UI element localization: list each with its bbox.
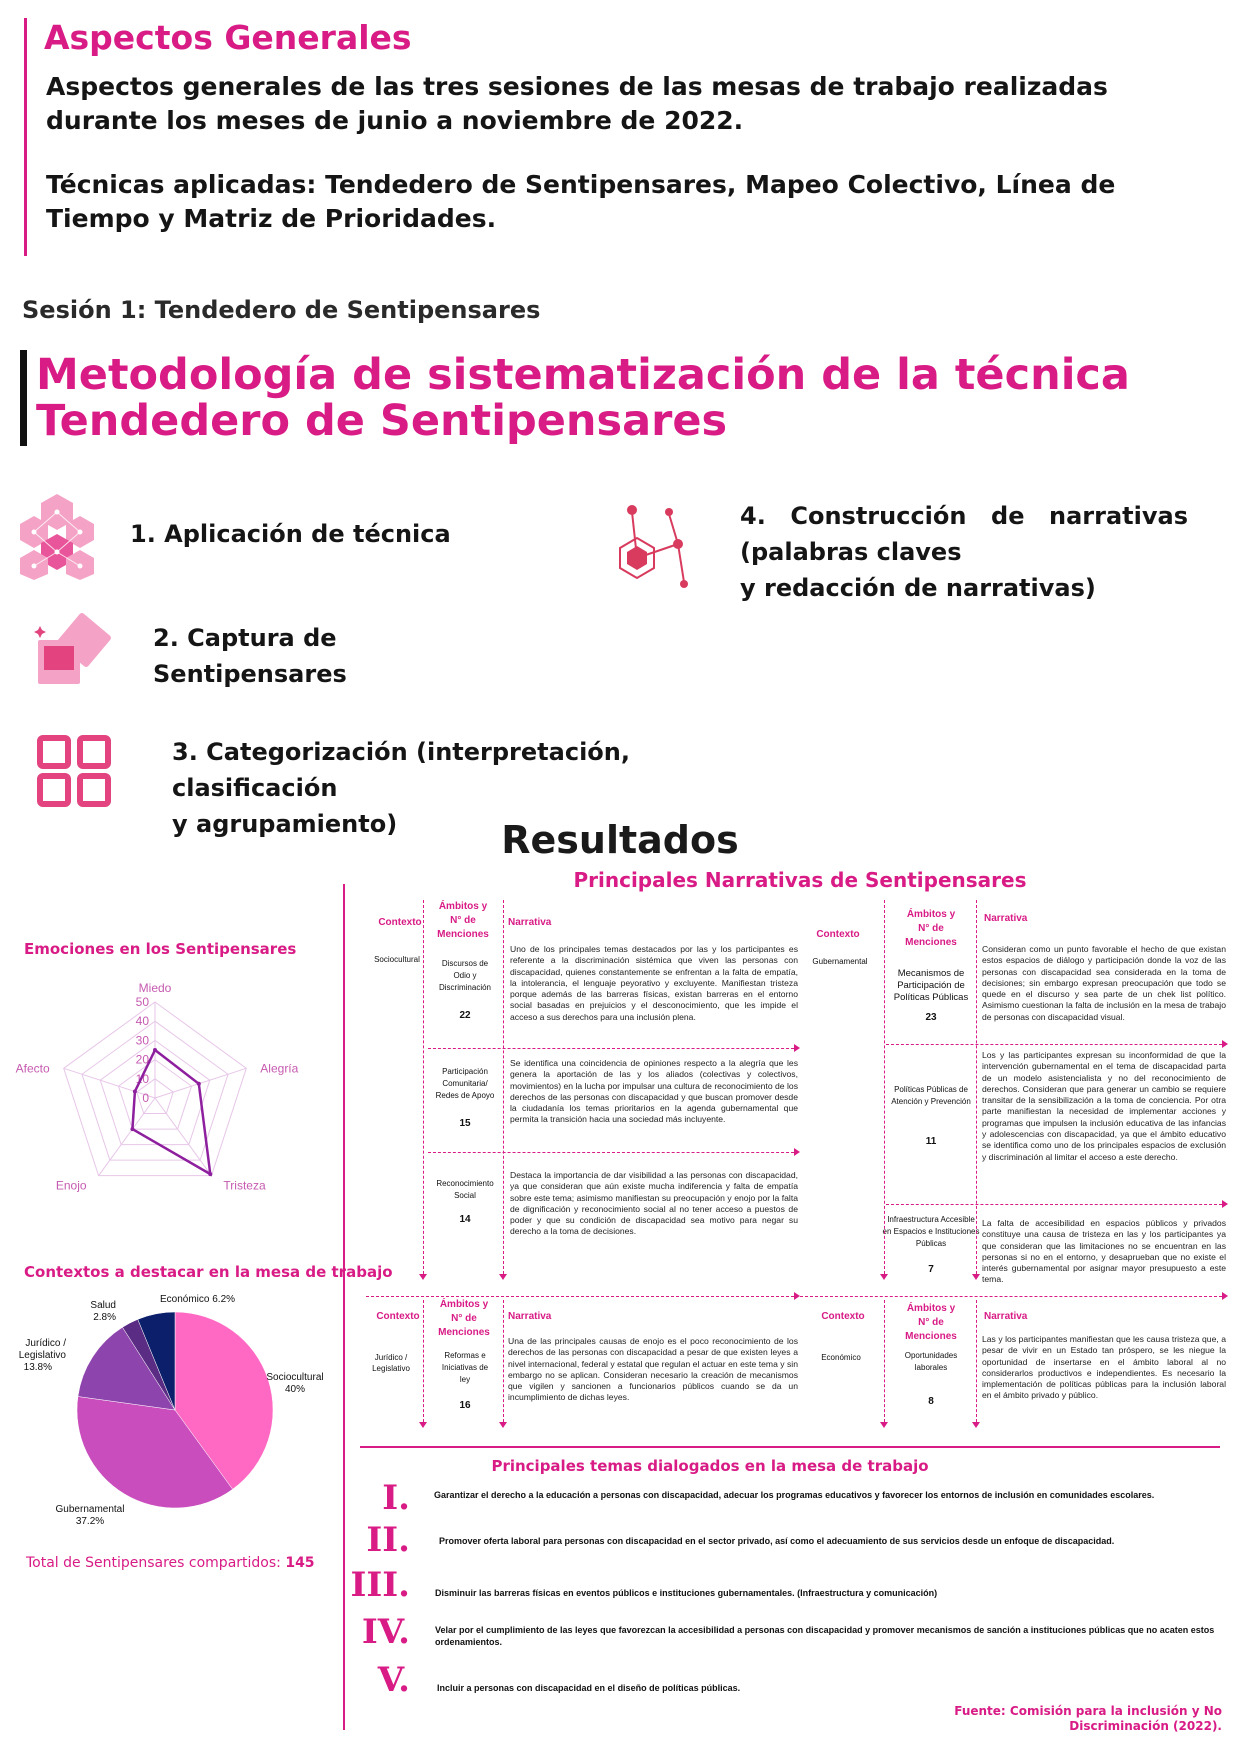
pie-slice-label: Sociocultural [266,1372,324,1383]
topic-4-text: Velar por el cumplimiento de las leyes que favorezcan la accesibilidad a personas con discapacidad y promover mecanismos de sanción a instituciones públicas que no acaten estos ordenamientos. [435,1625,1215,1647]
step-2-line1: 2. Captura de [153,624,337,652]
header-techniques: Técnicas aplicadas: Tendedero de Sentipensares, Mapeo Colectivo, Línea de Tiempo y Matriz de Prioridades. [46,170,1116,233]
pie-chart-title: Contextos a destacar en la mesa de trabajo [24,1263,393,1281]
radar-point [153,1048,157,1052]
pie-slice-label: Gubernamental [55,1504,125,1515]
table-header-narrativa: Narrativa [508,1311,552,1322]
methodology-title-line1: Metodología de sistematización de la técnica [36,350,1130,400]
radar-tick-label: 50 [135,995,149,1009]
step-4-line1: 4. Construcción de narrativas [740,502,1188,530]
header-description: Aspectos generales de las tres sesiones de las mesas de trabajo realizadas durante los meses de junio a noviembre de 2022. [46,72,1108,135]
table-ambito: Participación Comunitaria/ Redes de Apoyo [435,1067,495,1100]
pie-slice-label: 13.8% [23,1362,52,1373]
pie-slice-label: Legislativo [18,1350,66,1361]
radar-tick-label: 20 [135,1052,149,1067]
table-narrative: La falta de accesibilidad en espacios públicos y privados constituye una causa de tristeza en las y los participantes ya que consideran que las limitaciones no se encuentran en las personas si no en el entorno, y desaprueban que no existe el interés gubernamental por asignar mayor presupuesto a este tema. [982,1218,1226,1285]
radar-point [133,1089,137,1093]
topics-divider [360,1446,1220,1448]
source-citation: Fuente: Comisión para la inclusión y No Discriminación (2022). [954,1704,1222,1733]
radar-category-label: Miedo [138,981,172,995]
pie-slice-label: Salud [90,1300,116,1311]
table-header-narrativa: Narrativa [984,1311,1028,1322]
table-context: Sociocultural [374,955,420,964]
table-header-narrativa: Narrativa [984,913,1028,924]
radar-point [208,1172,212,1176]
header-accent-bar [24,18,27,256]
table-ambito: Discursos de Odio y Discriminación [438,959,491,992]
pie-slice-label: 37.2% [75,1516,105,1527]
table-header-contexto: Contexto [821,1311,865,1322]
table-ambito: Políticas Públicas de Atención y Prevención [891,1085,971,1106]
total-sentipensares [26,1555,315,1571]
table-header-ambitos: Ámbitos y N° de Menciones [905,1303,957,1342]
hexagon-network-icon [18,492,96,580]
table-mentions: 22 [459,1010,471,1021]
radar-tick-label: 10 [135,1071,149,1086]
photos-icon [34,618,110,688]
table-ambito: Reformas e Iniciativas de ley [441,1351,489,1384]
table-header-contexto: Contexto [376,1311,420,1322]
table-header-ambitos: Ámbitos y N° de Menciones [438,1299,490,1338]
step-1-label: 1. Aplicación de técnica [130,520,451,548]
table-header-contexto: Contexto [816,929,860,940]
radar-chart [15,970,340,1220]
table-mentions: 15 [459,1118,471,1129]
topics-title: Principales temas dialogados en la mesa de trabajo [491,1457,929,1475]
topic-1-numeral: I. [382,1478,410,1518]
table-narrative: Uno de los principales temas destacados por las y los participantes es referente a la discriminación sistémica que viven las personas con discapacidad, quienes constantemente se enfrentan a la falta de empatía, la intolerancia, el lenguaje peyorativo y excluyente. Manifiestan tristeza porque además de las barreras físicas, existan barreras en el entorno social basadas en prejuicios y el desconocimiento, que les impide el acceso a sus derechos para una inclusión plena. [510,944,798,1022]
topic-4-numeral: IV. [361,1612,410,1652]
topic-5-text: Incluir a personas con discapacidad en el diseño de políticas públicas. [437,1683,741,1693]
table-ambito: Reconocimiento Social [436,1179,494,1200]
pie-slice-label: Económico 6.2% [160,1294,236,1305]
table-narrative: Destaca la importancia de dar visibilidad a las personas con discapacidad, ya que consideran que aún existe mucha indiferencia y falta de empatía sobre este tema; asimismo manifiestan su preocupación y enojo por la falta de dignificación y reconocimiento social al no tener acceso a puestos de poder y que su condición de discapacidad sea motivo para negar su derecho a la toma de decisiones. [510,1170,798,1237]
pie-slice-label: Jurídico / [25,1338,66,1349]
topic-5-numeral: V. [377,1660,410,1700]
radar-chart-title: Emociones en los Sentipensares [24,940,297,958]
radar-category-label: Tristeza [223,1178,266,1193]
table-ambito: Infraestructura Accesible en Espacios e Instituciones Públicas [882,1215,980,1248]
narratives-title: Principales Narrativas de Sentipensares [573,868,1027,892]
step-3-line2: y agrupamiento) [172,810,398,838]
methodology-title [36,352,1236,444]
session-title: Sesión 1: Tendedero de Sentipensares [22,296,541,324]
step-4-label [740,498,1188,606]
molecule-icon [604,500,690,592]
radar-tick-label: 30 [135,1033,149,1048]
total-value: 145 [285,1555,315,1571]
step-3-line1: 3. Categorización (interpretación, clasificación [172,738,630,802]
table-mentions: 16 [459,1400,471,1411]
table-context: Gubernamental [812,957,868,966]
topic-1-text: Garantizar el derecho a la educación a personas con discapacidad, adecuar los programas educativos y favorecer los entornos de inclusión en comunidades escolares. [434,1490,1155,1500]
table-sociocultural [360,896,800,1288]
header-title: Aspectos Generales [44,18,412,57]
radar-point [197,1082,201,1086]
topic-3-text: Disminuir las barreras físicas en eventos públicos e instituciones gubernamentales. (Infraestructura y comunicación) [435,1588,938,1598]
table-narrative: Una de las principales causas de enojo es el poco reconocimiento de los derechos de las personas con discapacidad a pesar de que existen leyes a nivel internacional, federal y estatal que regulan el actuar en este tema y sin embargo no se aplican. Consideran necesario la creación de mecanismos que vigilen y sancionen a funcionarios públicos cuando se da un incumplimiento de dichas leyes. [508,1336,798,1403]
table-ambito: Mecanismos de Participación de Políticas Públicas [893,968,969,1003]
table-mentions: 8 [928,1396,934,1407]
table-narrative: Se identifica una coincidencia de opiniones respecto a la alegría que les genera la aportación de las y los aliados (colectivas y colectivos, movimientos) en la lucha por impulsar una cultura de reconocimiento de los derechos de las personas con discapacidad y que buscan promover desde la ciudadanía los temas prioritarios en la agenda gubernamental que permita la transición hacia una sociedad más incluyente. [510,1058,798,1125]
methodology-accent-bar [20,350,27,446]
table-narrative: Consideran como un punto favorable el hecho de que existan estos espacios de diálogo y participación donde la voz de las personas con discapacidad sea considerada en la toma de decisiones; sin embargo expresan preocupación que todo se quede en el discurso y sea parte de un chek list político. Asimismo cuestionan la falta de inclusión en la mesa de trabajo de personas con discapacidad visual. [982,944,1226,1022]
table-context: Económico [821,1353,861,1362]
table-mentions: 23 [925,1012,937,1023]
table-mentions: 14 [459,1214,471,1225]
step-4-line2: (palabras claves [740,538,962,566]
radar-category-label: Alegría [260,1061,299,1076]
total-label: Total de Sentipensares compartidos: [26,1555,281,1571]
topic-3-numeral: III. [350,1565,410,1605]
grid-icon [36,734,114,810]
radar-tick-label: 40 [135,1014,149,1029]
radar-tick-label: 0 [142,1091,149,1105]
table-mentions: 7 [928,1264,934,1275]
table-context: Jurídico / Legislativo [372,1353,410,1373]
radar-point [130,1127,134,1131]
table-header-contexto: Contexto [378,917,422,928]
table-ambito: Oportunidades laborales [904,1351,958,1372]
step-4-line3: y redacción de narrativas) [740,574,1096,602]
table-economico [800,1296,1228,1432]
methodology-title-line2: Tendedero de Sentipensares [36,396,728,446]
step-2-label [153,620,413,692]
topic-2-numeral: II. [366,1520,410,1560]
radar-category-label: Afecto [15,1061,50,1076]
table-narrative: Las y los participantes manifiestan que les causa tristeza que, a pesar de vivir en un Estado tan próspero, se les niegue la oportunidad de insertarse en el ámbito laboral al no considerarlos productivos e independientes. Es necesario la implementación de políticas públicas para la inclusión laboral en el ámbito privado y público. [982,1334,1226,1401]
results-title: Resultados [501,818,739,862]
pie-slice-label: 40% [284,1384,306,1395]
table-header-narrativa: Narrativa [508,917,552,928]
step-2-line2: Sentipensares [153,660,347,688]
pie-chart [20,1290,342,1528]
table-header-ambitos: Ámbitos y N° de Menciones [437,901,489,940]
table-juridico [360,1296,800,1432]
table-header-ambitos: Ámbitos y N° de Menciones [905,909,957,948]
table-mentions: 11 [925,1136,937,1147]
table-narrative: Los y las participantes expresan su inconformidad de que la intervención gubernamental en el tema de discapacidad parta de un modelo asistencialista y no del reconocimiento de derechos. Consideran que para generar un cambio se requiere transitar de la sensibilización a la toma de conciencia. Por otra parte manifiestan la necesidad de implementar acciones y programas que impulsen la inclusión educativa de las infancias y adolescencias con discapacidad, ya que el ámbito educativo se identifica como uno de los principales espacios de exclusión y discriminación al limitar el acceso a este derecho. [982,1050,1226,1162]
topic-2-text: Promover oferta laboral para personas con discapacidad en el sector privado, así como el adecuamiento de sus servicios desde un enfoque de discapacidad. [439,1536,1115,1546]
radar-category-label: Enojo [55,1178,87,1193]
pie-slice-label: 2.8% [93,1312,116,1323]
table-gubernamental [800,896,1228,1288]
radar-series-line [132,1050,210,1174]
